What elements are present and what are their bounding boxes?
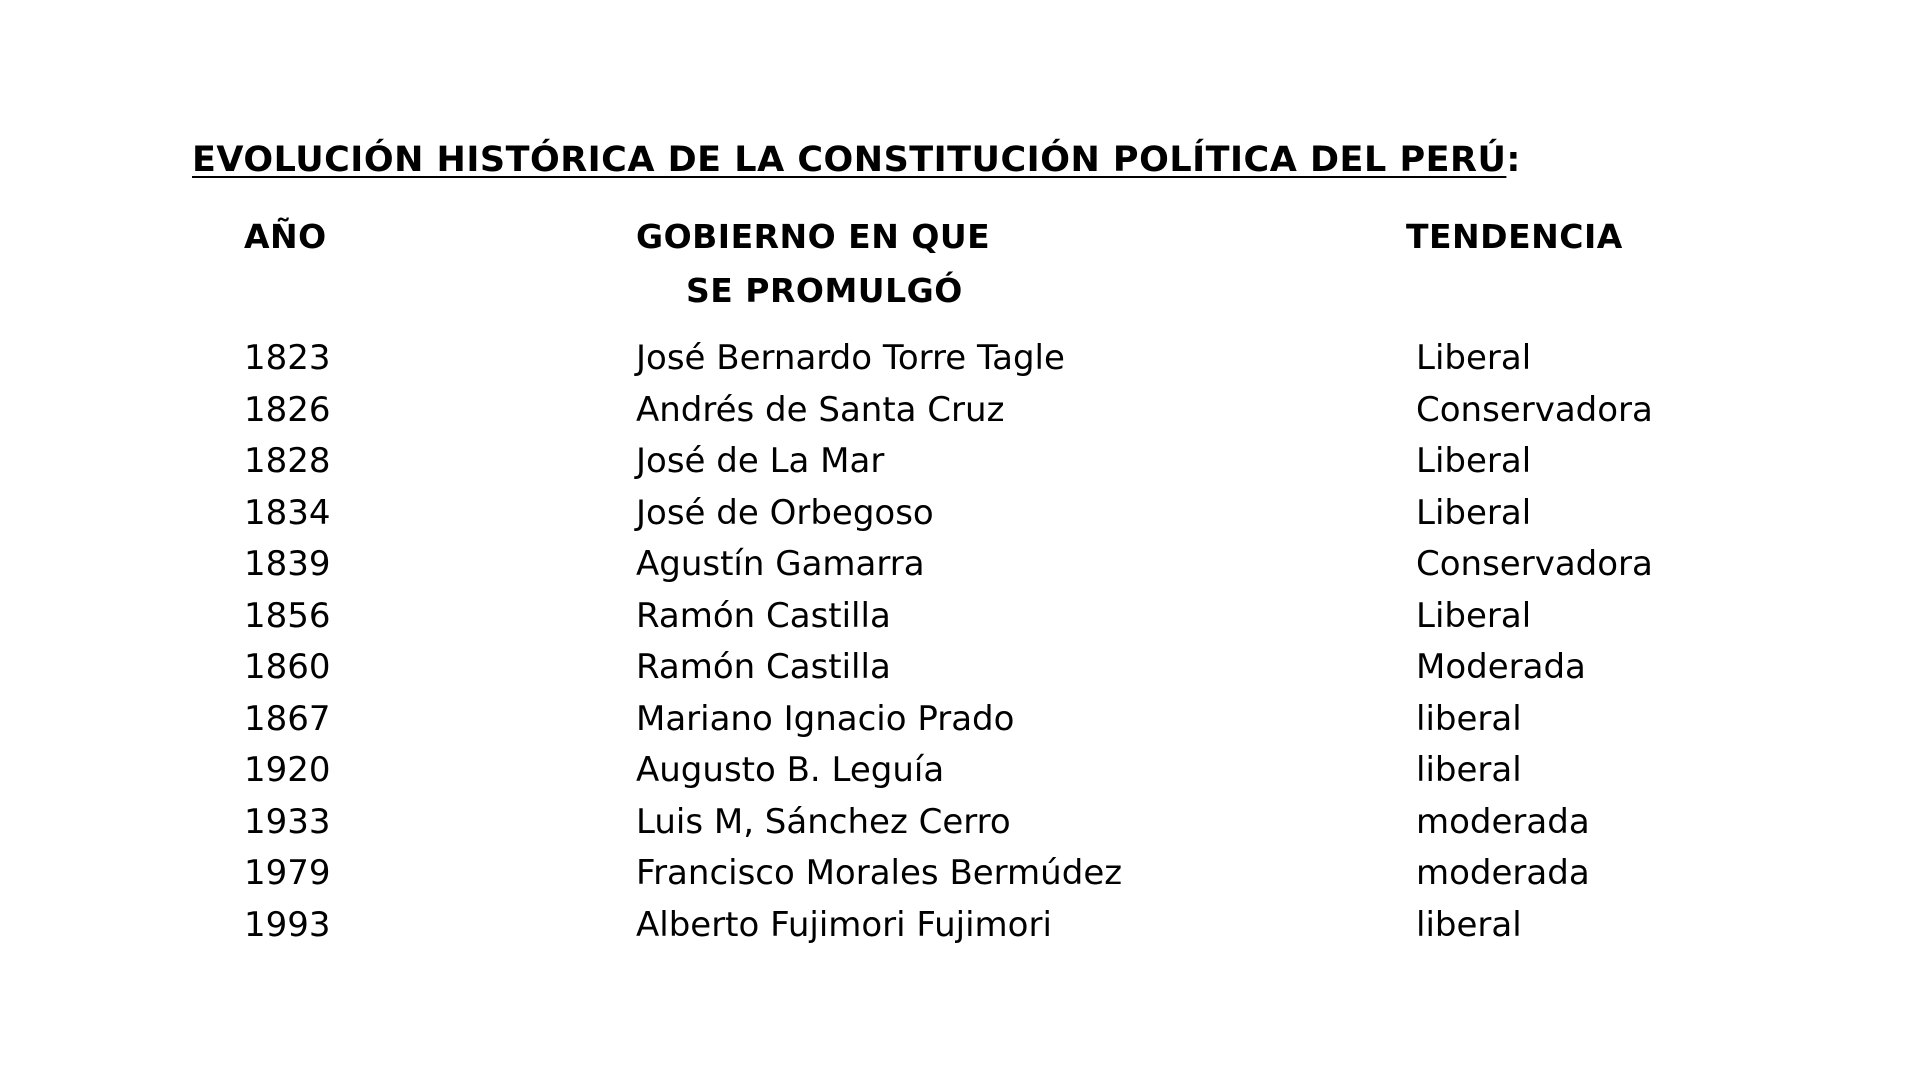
table-row bbox=[0, 850, 1920, 902]
year-cell: 1993 bbox=[244, 904, 331, 945]
table-row bbox=[0, 541, 1920, 593]
year-cell: 1823 bbox=[244, 338, 331, 378]
tendency-cell: liberal bbox=[1416, 750, 1522, 790]
year-cell: 1867 bbox=[244, 698, 331, 739]
tendency-cell: Liberal bbox=[1416, 338, 1532, 378]
year-cell: 1839 bbox=[244, 544, 331, 584]
column-header-government-line1: GOBIERNO EN QUE bbox=[636, 217, 991, 256]
table-row bbox=[0, 644, 1920, 696]
year-cell: 1834 bbox=[244, 492, 331, 533]
tendency-cell: Liberal bbox=[1416, 441, 1532, 481]
tendency-cell: Conservadora bbox=[1416, 544, 1653, 584]
column-header-government-line2: SE PROMULGÓ bbox=[686, 271, 963, 310]
year-cell: 1828 bbox=[244, 441, 331, 481]
constitution-table bbox=[0, 335, 1920, 953]
year-cell: 1920 bbox=[244, 750, 331, 790]
table-row bbox=[0, 335, 1920, 387]
tendency-cell: liberal bbox=[1416, 698, 1522, 739]
year-cell: 1860 bbox=[244, 647, 331, 687]
government-cell: Augusto B. Leguía bbox=[636, 750, 945, 790]
table-row bbox=[0, 438, 1920, 490]
tendency-cell: Liberal bbox=[1416, 492, 1532, 533]
tendency-cell: moderada bbox=[1416, 801, 1590, 842]
government-cell: Ramón Castilla bbox=[636, 595, 891, 636]
document-title-text: EVOLUCIÓN HISTÓRICA DE LA CONSTITUCIÓN POLÍTICA DEL PERÚ bbox=[192, 140, 1507, 180]
tendency-cell: liberal bbox=[1416, 904, 1522, 945]
government-cell: José de La Mar bbox=[636, 441, 885, 481]
government-cell: Luis M, Sánchez Cerro bbox=[636, 801, 1011, 842]
year-cell: 1826 bbox=[244, 389, 331, 430]
table-row bbox=[0, 490, 1920, 542]
table-row bbox=[0, 902, 1920, 954]
table-row bbox=[0, 747, 1920, 799]
government-cell: Ramón Castilla bbox=[636, 647, 891, 687]
year-cell: 1856 bbox=[244, 595, 331, 636]
government-cell: José de Orbegoso bbox=[636, 492, 934, 533]
document-title-colon: : bbox=[1506, 140, 1521, 180]
document-title bbox=[192, 140, 1521, 180]
column-header-tendency: TENDENCIA bbox=[1406, 217, 1623, 256]
year-cell: 1933 bbox=[244, 801, 331, 842]
government-cell: Andrés de Santa Cruz bbox=[636, 389, 1005, 430]
column-header-year: AÑO bbox=[244, 217, 327, 256]
tendency-cell: Moderada bbox=[1416, 647, 1586, 687]
column-header-government bbox=[636, 210, 990, 318]
government-cell: Mariano Ignacio Prado bbox=[636, 698, 1015, 739]
table-row bbox=[0, 799, 1920, 851]
tendency-cell: Conservadora bbox=[1416, 389, 1653, 430]
government-cell: Alberto Fujimori Fujimori bbox=[636, 904, 1052, 945]
table-row bbox=[0, 593, 1920, 645]
government-cell: José Bernardo Torre Tagle bbox=[636, 338, 1065, 378]
table-row bbox=[0, 696, 1920, 748]
table-row bbox=[0, 387, 1920, 439]
government-cell: Agustín Gamarra bbox=[636, 544, 925, 584]
government-cell: Francisco Morales Bermúdez bbox=[636, 853, 1123, 893]
tendency-cell: Liberal bbox=[1416, 595, 1532, 636]
tendency-cell: moderada bbox=[1416, 853, 1590, 893]
year-cell: 1979 bbox=[244, 853, 331, 893]
